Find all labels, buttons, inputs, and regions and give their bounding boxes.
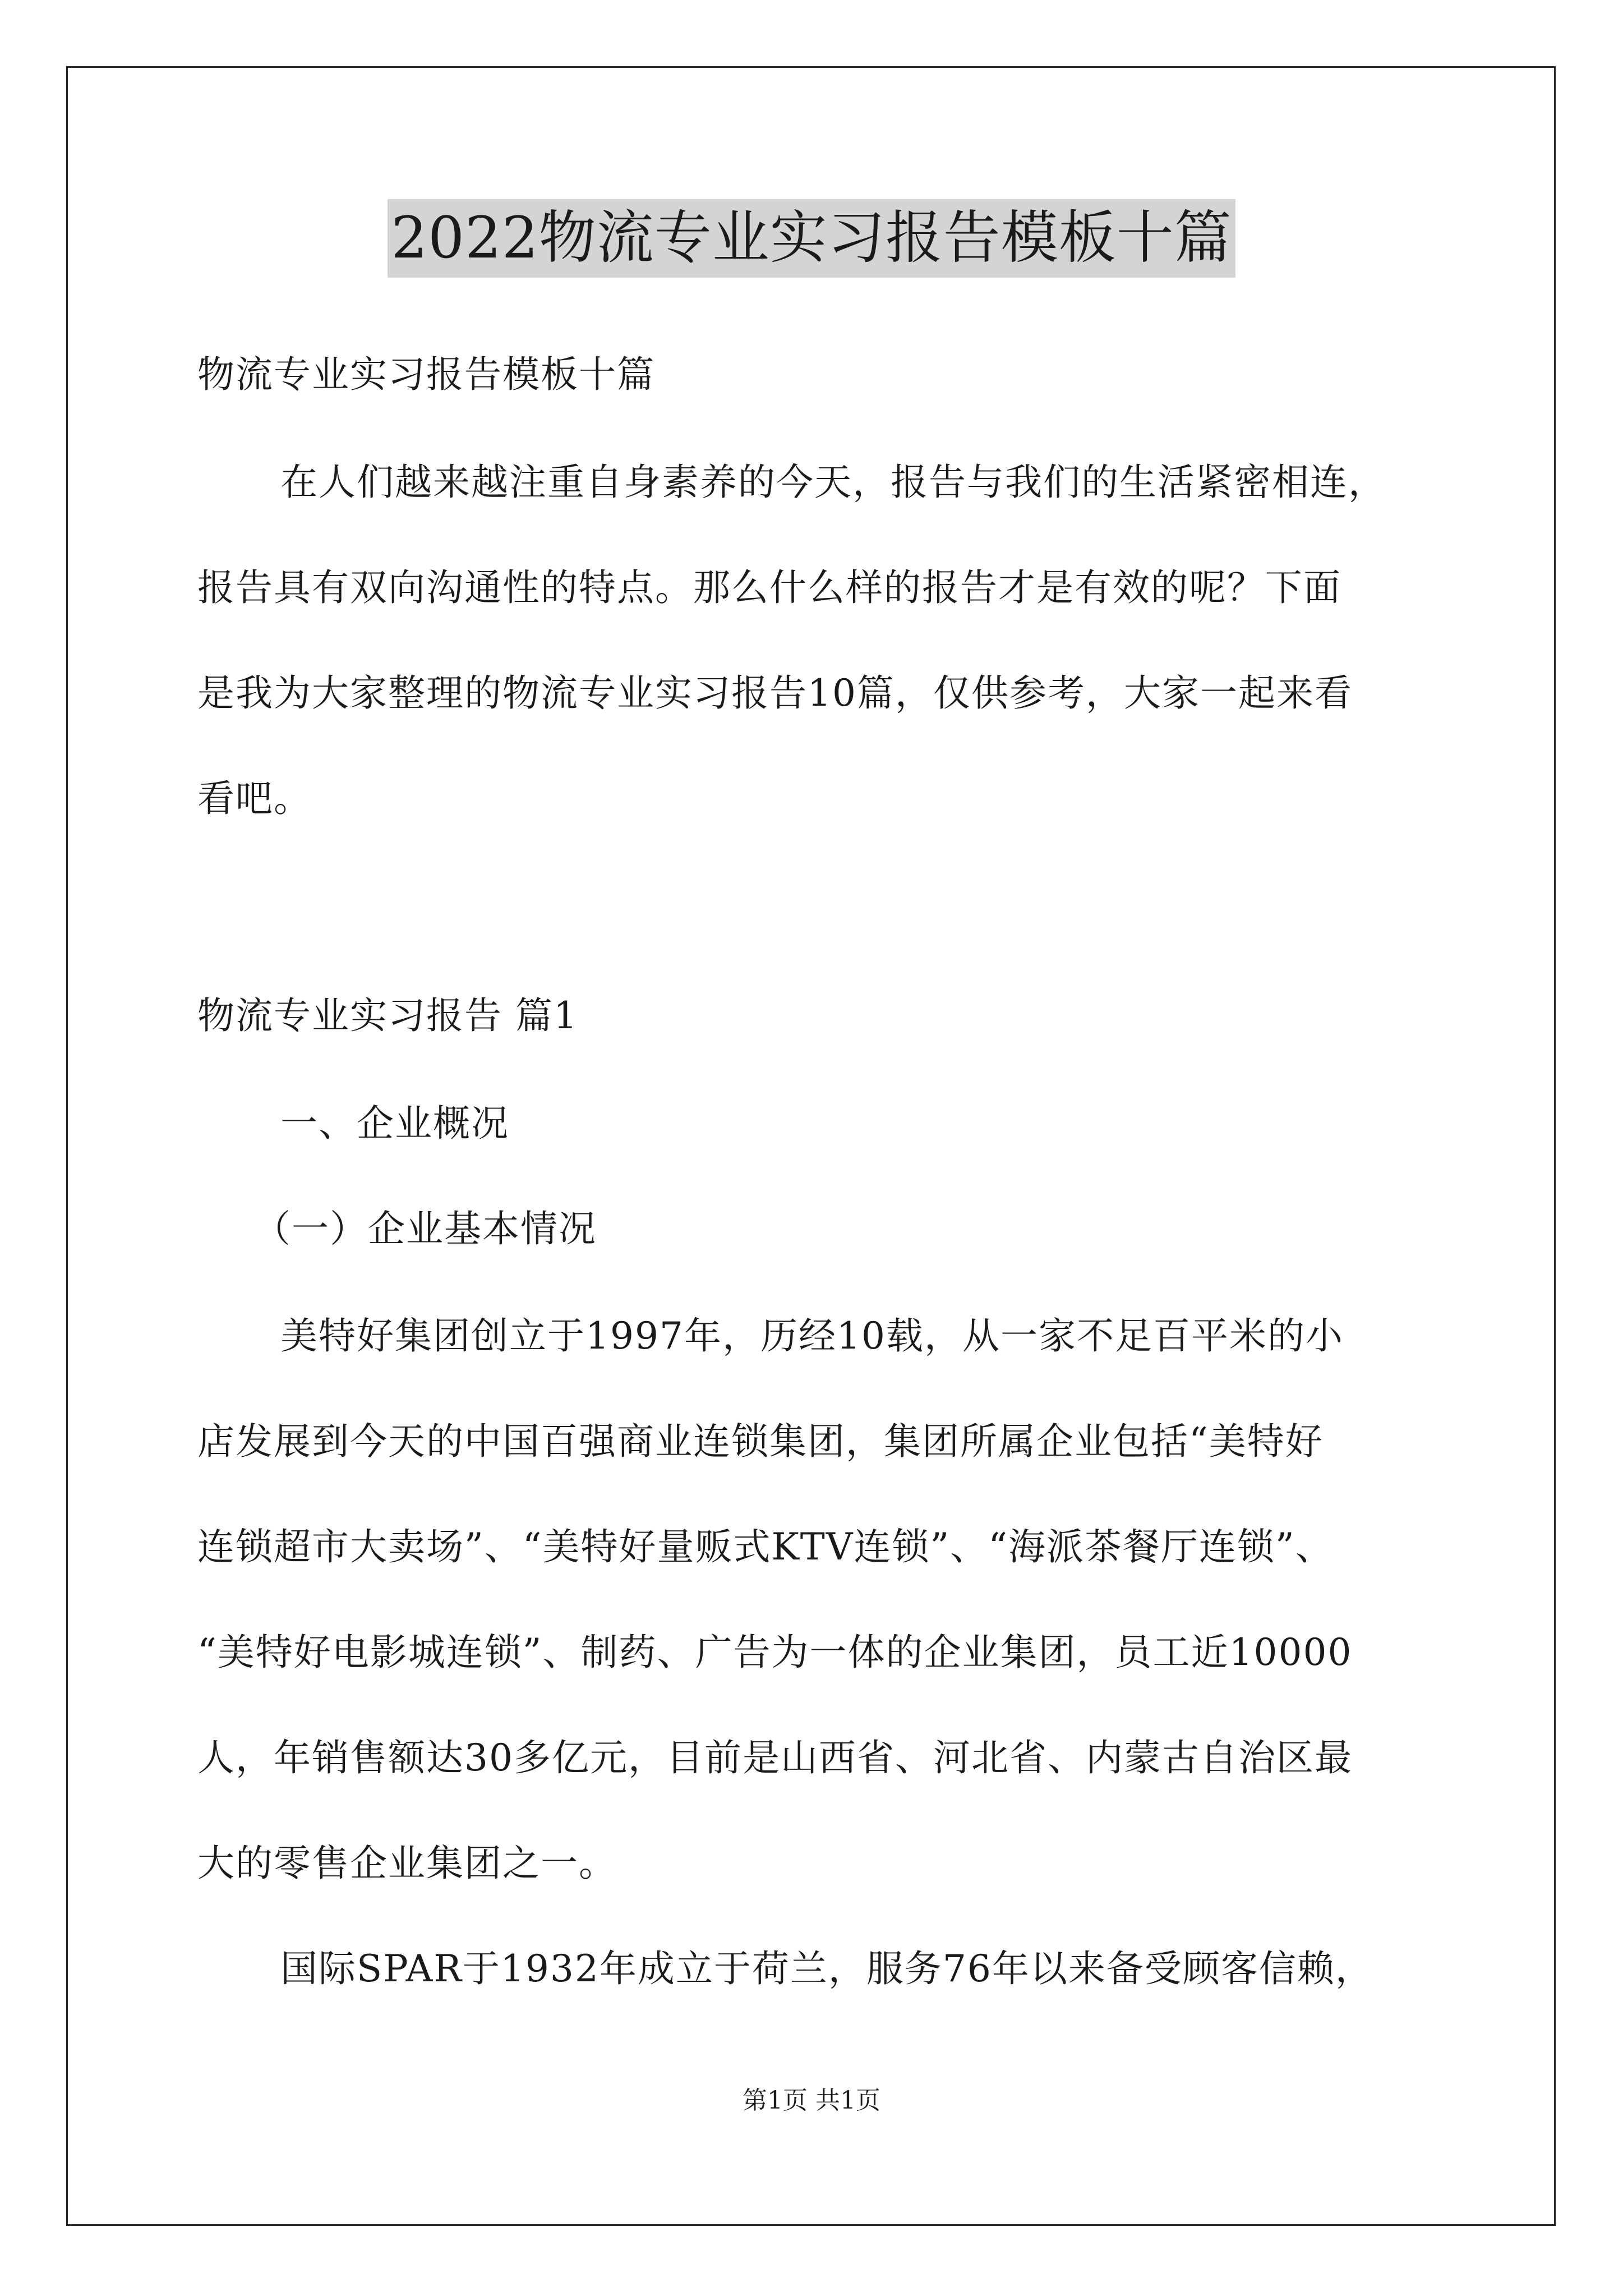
intro-line: 是我为大家整理的物流专业实习报告10篇，仅供参考，大家一起来看 — [197, 671, 1353, 715]
paragraph-line: 人，年销售额达30多亿元，目前是山西省、河北省、内蒙古自治区最 — [197, 1736, 1353, 1779]
document-title: 2022物流专业实习报告模板十篇 — [388, 199, 1235, 278]
paragraph-line: 大的零售企业集团之一。 — [197, 1842, 617, 1885]
paragraph-line: 店发展到今天的中国百强商业连锁集团，集团所属企业包括“美特好 — [197, 1420, 1324, 1463]
paragraph-line: 美特好集团创立于1997年，历经10载，从一家不足百平米的小 — [280, 1314, 1344, 1358]
heading-2: （一）企业基本情况 — [253, 1207, 597, 1250]
intro-line: 报告具有双向沟通性的特点。那么什么样的报告才是有效的呢？下面 — [197, 566, 1341, 609]
heading-1: 一、企业概况 — [280, 1102, 509, 1145]
paragraph-line: 连锁超市大卖场”、“美特好量贩式KTV连锁”、“海派茶餐厅连锁”、 — [197, 1525, 1334, 1568]
intro-line: 看吧。 — [197, 777, 312, 820]
subtitle: 物流专业实习报告模板十篇 — [197, 353, 655, 396]
paragraph-line: 国际SPAR于1932年成立于荷兰，服务76年以来备受顾客信赖， — [280, 1947, 1373, 1990]
section-heading: 物流专业实习报告 篇1 — [197, 994, 578, 1037]
paragraph-line: “美特好电影城连锁”、制药、广告为一体的企业集团，员工近10000 — [197, 1631, 1353, 1674]
page-footer: 第1页 共1页 — [743, 2086, 880, 2115]
intro-line: 在人们越来越注重自身素养的今天，报告与我们的生活紧密相连， — [280, 461, 1386, 504]
title-block — [0, 199, 1623, 278]
